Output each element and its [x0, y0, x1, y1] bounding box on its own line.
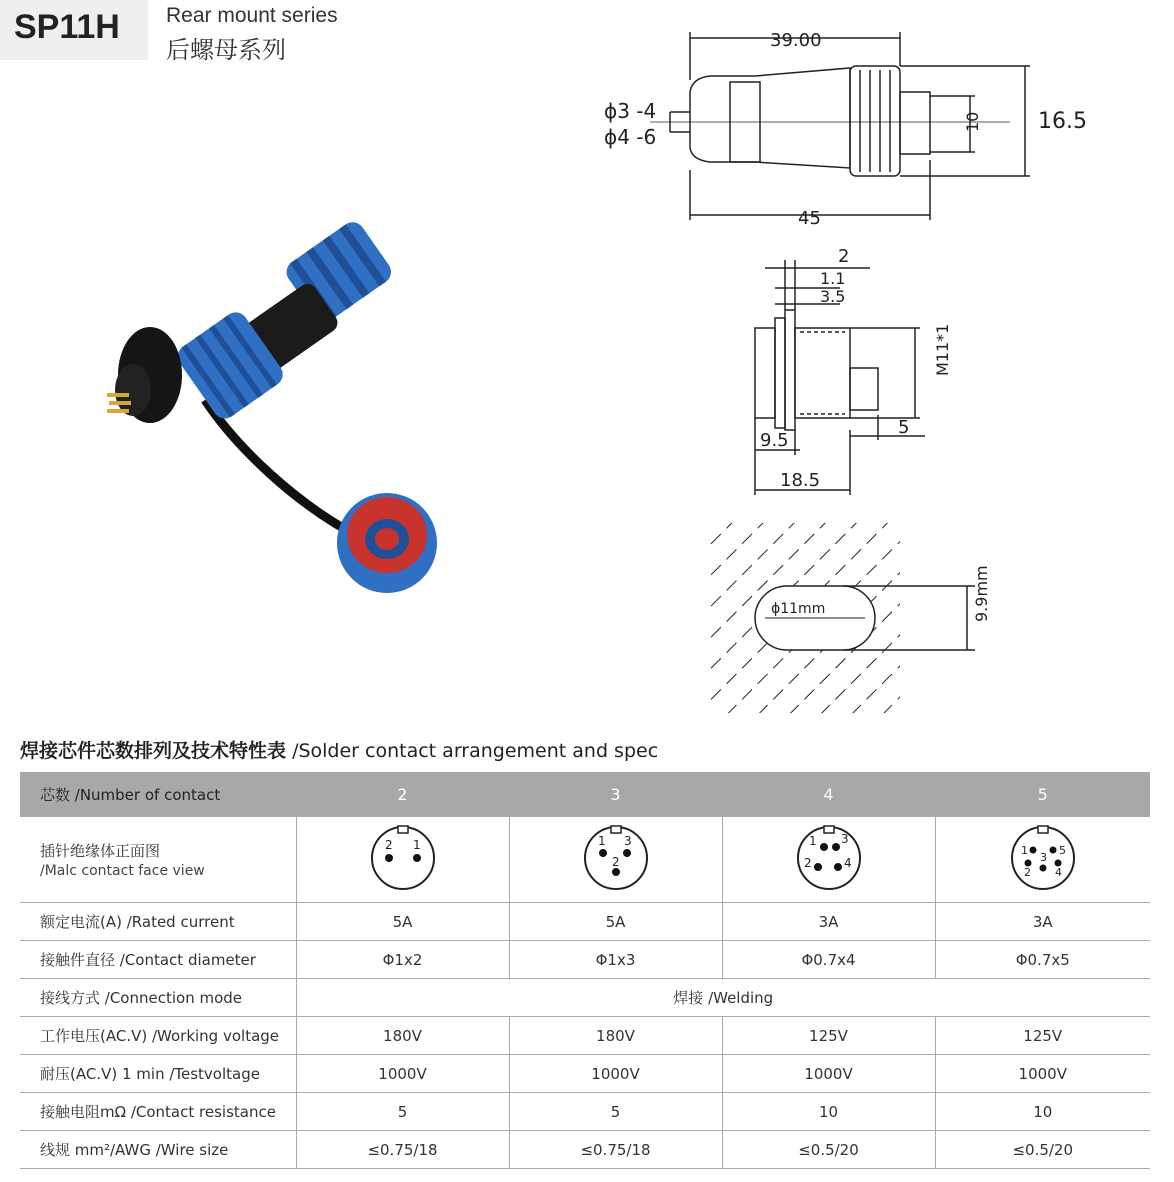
cell: 1000V [296, 1055, 509, 1093]
section-title-cn: 焊接芯件芯数排列及技术特性表 [20, 740, 287, 762]
cell: 5A [509, 903, 722, 941]
cell: 125V [722, 1017, 935, 1055]
cell: 3A [935, 903, 1150, 941]
dim-9-5: 9.5 [760, 430, 789, 451]
cell: Φ0.7x5 [935, 941, 1150, 979]
table-row-rated-current [20, 903, 1150, 941]
pin-label: 1 [1020, 843, 1028, 857]
dim-18-5: 18.5 [780, 470, 821, 491]
dim-cable-range-2: ϕ4 -6 [604, 125, 657, 149]
face-view-label-en: /Malc contact face view [40, 863, 205, 879]
drawing-panel-cutout [705, 518, 991, 718]
cell: ≤0.75/18 [509, 1131, 722, 1169]
row-label: 接线方式 /Connection mode [20, 979, 296, 1017]
dim-1-1: 1.1 [820, 269, 846, 288]
series-name-en: Rear mount series [166, 4, 338, 27]
spec-table [20, 772, 1150, 1169]
pin-label: 1 [597, 833, 606, 848]
dim-cable-range-1: ϕ3 -4 [604, 99, 657, 123]
cell: 5 [509, 1093, 722, 1131]
header-col-3: 3 [509, 772, 722, 817]
series-name-cn: 后螺母系列 [166, 36, 286, 64]
pin-label: 2 [803, 855, 812, 870]
pin-label: 4 [1054, 865, 1062, 879]
table-row-contact-resistance [20, 1093, 1150, 1131]
table-row-connection-mode [20, 979, 1150, 1017]
row-label: 线规 mm²/AWG /Wire size [20, 1131, 296, 1169]
face-view-label [20, 817, 296, 903]
pin-label: 3 [840, 831, 849, 846]
pin-label: 2 [1023, 865, 1031, 879]
section-title [20, 736, 658, 763]
pin-label: 2 [611, 854, 620, 869]
table-row-working-voltage [20, 1017, 1150, 1055]
cell: 180V [296, 1017, 509, 1055]
table-row-test-voltage [20, 1055, 1150, 1093]
row-label: 耐压(AC.V) 1 min /Testvoltage [20, 1055, 296, 1093]
cell: 1000V [509, 1055, 722, 1093]
cell: ≤0.5/20 [935, 1131, 1150, 1169]
cell: 5A [296, 903, 509, 941]
section-title-en: /Solder contact arrangement and spec [292, 740, 659, 762]
table-row-wire-size [20, 1131, 1150, 1169]
dim-thread: M11*1 [933, 323, 952, 376]
dim-inner: 10 [963, 111, 982, 132]
table-header-row [20, 772, 1150, 817]
dim-height: 16.5 [1038, 109, 1087, 134]
row-label: 接触电阻mΩ /Contact resistance [20, 1093, 296, 1131]
row-label: 接触件直径 /Contact diameter [20, 941, 296, 979]
model-name: SP11H [14, 8, 120, 46]
cell: 1000V [935, 1055, 1150, 1093]
dim-flat: 9.9mm [972, 565, 991, 622]
pin-label: 3 [623, 833, 632, 848]
dim-length-top: 39.00 [770, 30, 822, 51]
dim-3-5: 3.5 [820, 287, 846, 306]
face-view-2pin [296, 817, 509, 903]
cell: 125V [935, 1017, 1150, 1055]
header-col-5: 5 [935, 772, 1150, 817]
table-row-face-view [20, 817, 1150, 903]
row-label: 工作电压(AC.V) /Working voltage [20, 1017, 296, 1055]
pin-label: 5 [1058, 843, 1066, 857]
cell: 3A [722, 903, 935, 941]
face-view-3pin [509, 817, 722, 903]
drawing-panel-section [720, 240, 980, 505]
cell: 10 [935, 1093, 1150, 1131]
header-col-4: 4 [722, 772, 935, 817]
product-image [95, 205, 455, 595]
dim-hole-dia: ϕ11mm [771, 601, 826, 617]
pin-label: 1 [412, 837, 421, 852]
cell: ≤0.75/18 [296, 1131, 509, 1169]
header-label: 芯数 /Number of contact [20, 772, 296, 817]
face-view-label-cn: 插针绝缘体正面图 [40, 842, 161, 860]
cell: ≤0.5/20 [722, 1131, 935, 1169]
pin-label: 1 [808, 833, 817, 848]
dim-5: 5 [898, 417, 910, 438]
dim-2: 2 [838, 246, 850, 267]
cell: Φ1x3 [509, 941, 722, 979]
table-row-contact-diameter [20, 941, 1150, 979]
header-col-2: 2 [296, 772, 509, 817]
cell: 10 [722, 1093, 935, 1131]
face-view-5pin [935, 817, 1150, 903]
row-label: 额定电流(A) /Rated current [20, 903, 296, 941]
drawing-side-view [590, 20, 1090, 230]
cell: Φ1x2 [296, 941, 509, 979]
cell-merged: 焊接 /Welding [296, 979, 1150, 1017]
pin-label: 4 [843, 855, 852, 870]
cell: 180V [509, 1017, 722, 1055]
cell: 1000V [722, 1055, 935, 1093]
face-view-4pin [722, 817, 935, 903]
dim-length-bottom: 45 [798, 208, 821, 229]
pin-label: 3 [1039, 850, 1047, 864]
cell: Φ0.7x4 [722, 941, 935, 979]
cell: 5 [296, 1093, 509, 1131]
pin-label: 2 [384, 837, 393, 852]
